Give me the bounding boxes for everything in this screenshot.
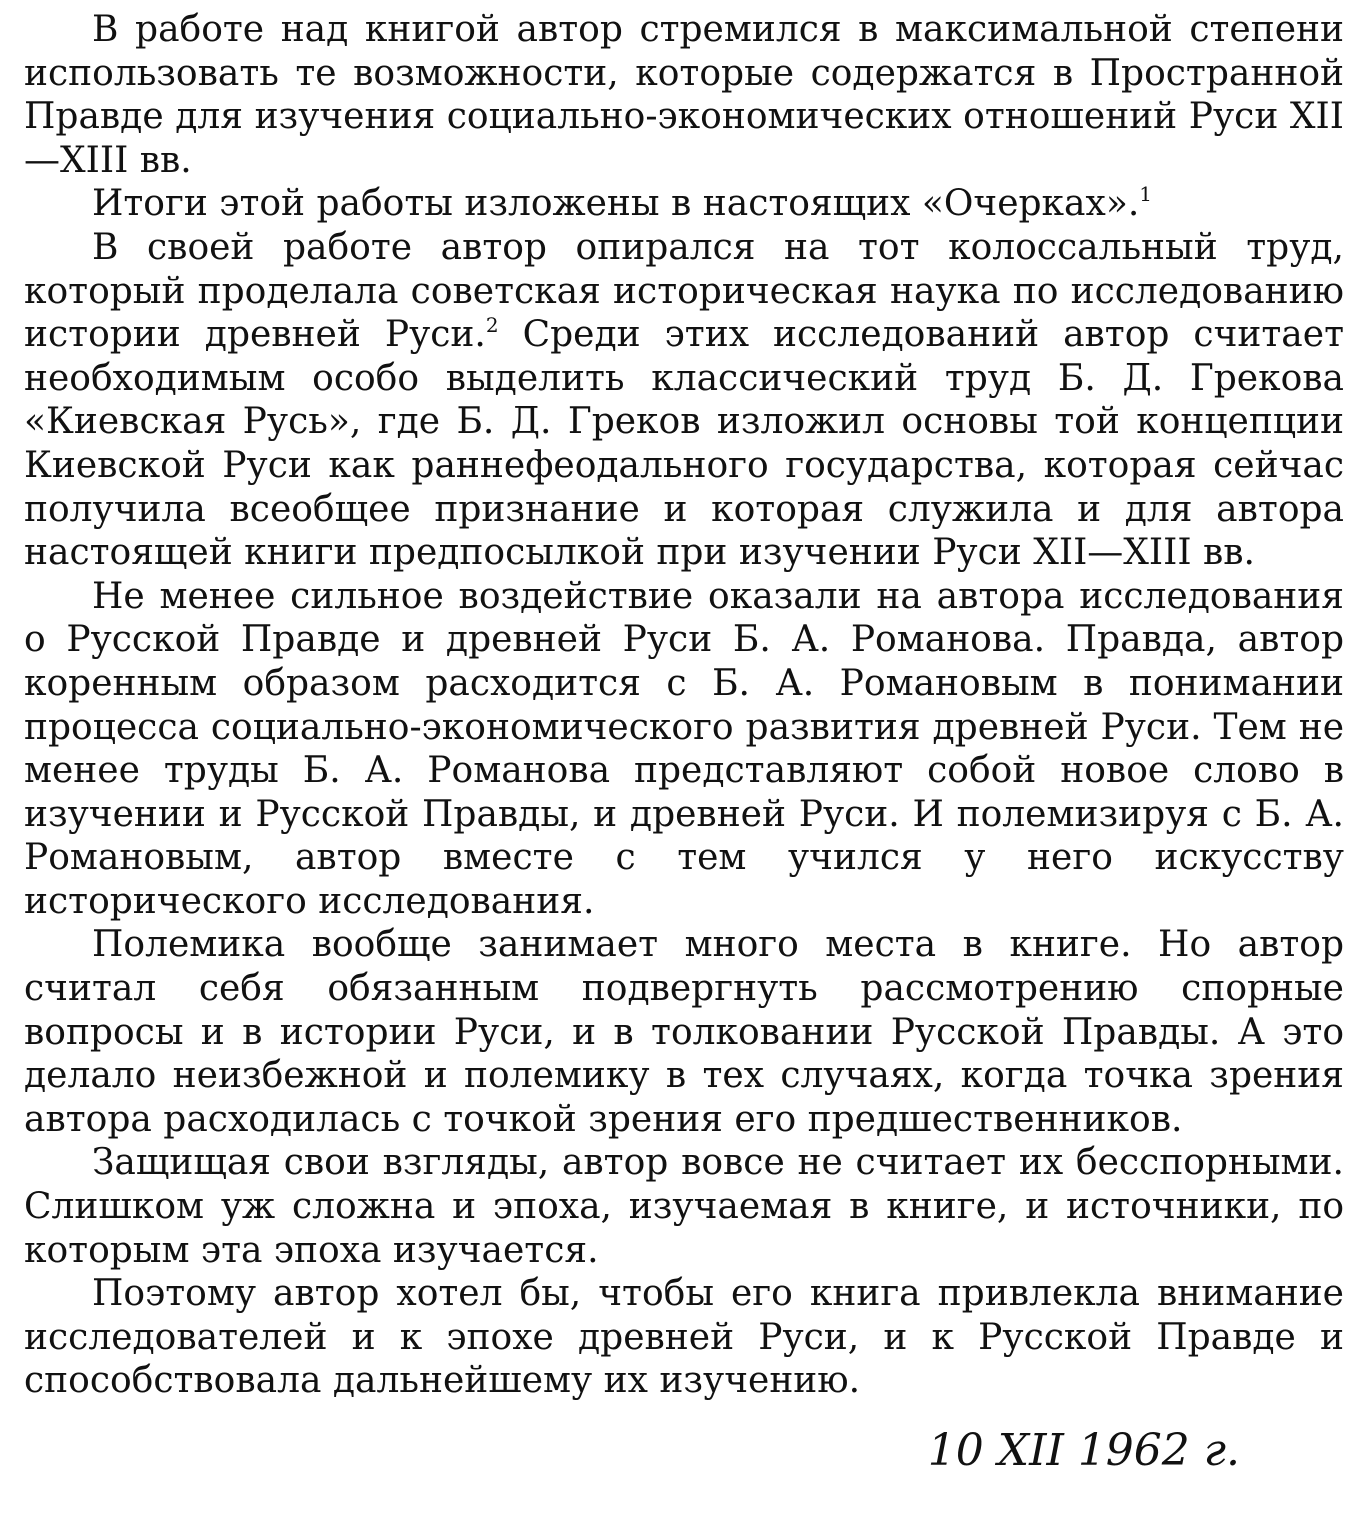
paragraph-6 (24, 1141, 1344, 1272)
paragraph-1-text: В работе над книгой автор стремился в максимальной степени использовать те возможности, которые содержатся в Пространной Правде для изучения социально-экономических отношений Руси XII—XIII вв. (24, 9, 1344, 181)
paragraph-3-text-after: Среди этих исследований автор считает необходимым особо выделить классический труд Б. Д. Грекова «Киевская Русь», где Б. Д. Греков изложил основы той концепции Киевской Руси как раннефеодального государства, которая сейчас получила всеобщее признание и которая служила и для автора настоящей книги предпосылкой при изучении Руси XII—XIII вв. (24, 314, 1344, 574)
paragraph-3 (24, 226, 1344, 575)
paragraph-2-text: Итоги этой работы изложены в настоящих «Очерках». (92, 183, 1140, 225)
paragraph-4-text: Не менее сильное воздействие оказали на автора исследования о Русской Правде и древней Руси Б. А. Романова. Правда, автор коренным образом расходится с Б. А. Романовым в понимании процесса социально-экономического развития древней Руси. Тем не менее труды Б. А. Романова представляют собой новое слово в изучении и Русской Правды, и древней Руси. И полемизируя с Б. А. Романовым, автор вместе с тем учился у него искусству исторического исследования. (24, 575, 1344, 922)
paragraph-5 (24, 923, 1344, 1141)
paragraph-5-text: Полемика вообще занимает много места в книге. Но автор считал себя обязанным подвергнуть рассмотрению спорные вопросы и в истории Руси, и в толковании Русской Правды. А это делало неизбежной и полемику в тех случаях, когда точка зрения автора расходилась с точкой зрения его предшественников. (24, 924, 1344, 1140)
paragraph-6-text: Защищая свои взгляды, автор вовсе не считает их бесспорными. Слишком уж сложна и эпоха, изучаемая в книге, и источники, по которым эта эпоха изучается. (24, 1142, 1344, 1271)
paragraph-7-text: Поэтому автор хотел бы, чтобы его книга привлекла внимание исследователей и к эпохе древней Руси, и к Русской Правде и способствовала дальнейшему их изучению. (24, 1273, 1344, 1402)
footnote-marker-1: 1 (1139, 182, 1153, 207)
paragraph-7 (24, 1272, 1344, 1403)
footnote-marker-2: 2 (485, 313, 499, 338)
paragraph-3-text-before: В своей работе автор опирался на тот колоссальный труд, который проделала советская историческая наука по исследованию истории древней Руси. (24, 226, 1344, 356)
document-body (24, 8, 1344, 1403)
signature-date: 10 XII 1962 г. (927, 1425, 1240, 1476)
paragraph-2 (24, 182, 1344, 226)
paragraph-4 (24, 575, 1344, 924)
paragraph-1 (24, 8, 1344, 182)
